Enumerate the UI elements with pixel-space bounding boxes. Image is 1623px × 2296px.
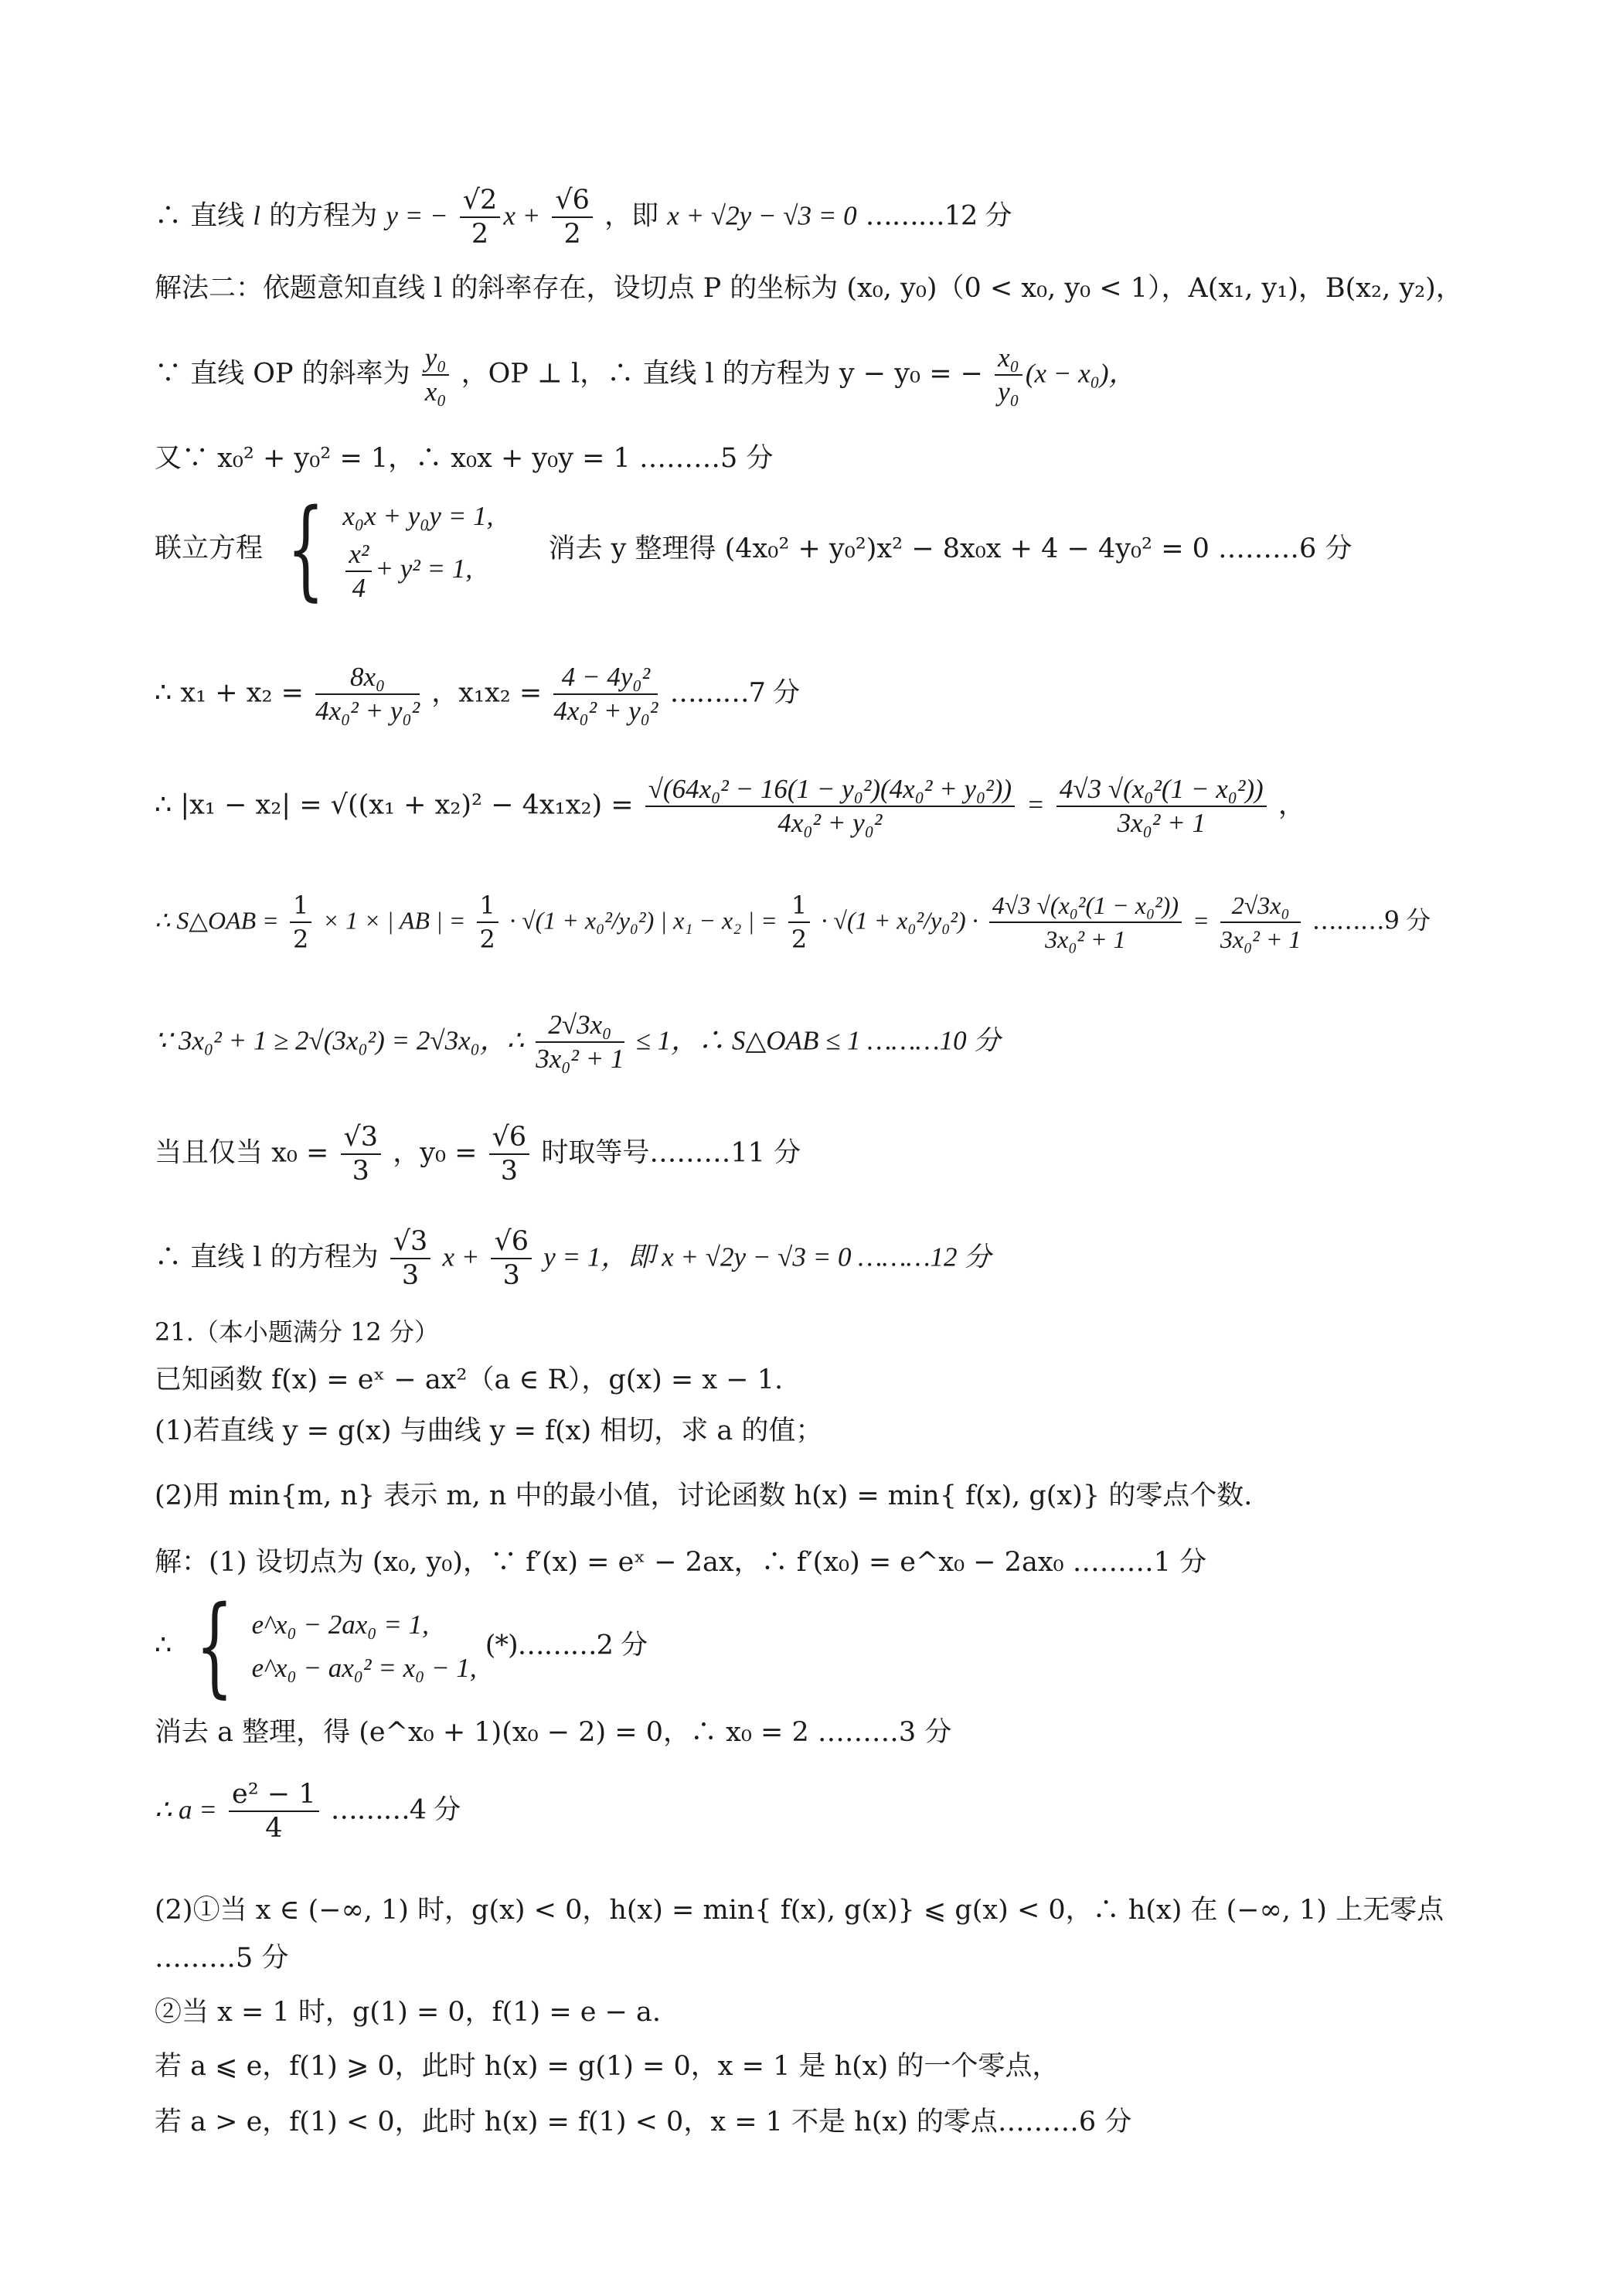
solution-21-line-7: ②当 x = 1 时，g(1) = 0，f(1) = e − a. <box>155 1997 662 2028</box>
solution-21-line-2: ∴ { e^x₀ − 2ax₀ = 1, e^x₀ − ax₀² = x₀ − 1, (*)………2 分 <box>155 1583 648 1709</box>
solution-line-3: ∵ 直线 OP 的斜率为 $\frac{\text{y₀}}{\text{x₀}}$ ，OP ⊥ l，∴ 直线 l 的方程为 y − y₀ = − $\frac{\text{x₀}}{\text{y₀}}$ (x − x₀)， <box>155 342 1136 407</box>
left-brace: { <box>287 486 325 612</box>
solution-line-9: ∵ 3x₀² + 1 ≥ 2√(3x₀²) = 2√3x₀，∴ $\frac{\text{2√3x₀}}{\text{3x₀² + 1}}$ ≤ 1，∴ S△OAB ≤ 1 ………10 分 <box>155 1010 1001 1074</box>
solution-21-line-9: 若 a > e，f(1) < 0，此时 h(x) = f(1) < 0，x = 1 不是 h(x) 的零点………6 分 <box>155 2107 1132 2138</box>
fraction-sqrt2-over-2: $\frac{√2}{2}$ <box>460 184 501 250</box>
problem-21-part-1: (1)若直线 y = g(x) 与曲线 y = f(x) 相切，求 a 的值； <box>155 1415 823 1446</box>
solution-line-6: ∴ x₁ + x₂ = $\frac{\text{8x₀}}{\text{4x₀² + y₀²}}$ ，x₁x₂ = $\frac{\text{4 − 4y₀²}}{\text{4x₀² + y₀²}}$ ………7 分 <box>155 662 799 726</box>
solution-line-10: 当且仅当 x₀ = $\frac{√3}{3}$ ，y₀ = $\frac{√6}{3}$ 时取等号………11 分 <box>155 1122 801 1187</box>
solution-21-line-1: 解：(1) 设切点为 (x₀, y₀)，∵ f′(x) = eˣ − 2ax，∴ f′(x₀) = e^x₀ − 2ax₀ ………1 分 <box>155 1547 1207 1578</box>
problem-21-statement: 已知函数 f(x) = eˣ − ax²（a ∈ R），g(x) = x − 1. <box>155 1364 784 1395</box>
fraction-sqrt6-over-2: $\frac{√6}{2}$ <box>552 184 593 250</box>
solution-21-line-4: ∴ a = $\frac{\text{e² − 1}}{4}$ ………4 分 <box>155 1779 461 1844</box>
equation-system: x₀x + y₀y = 1, $\frac{\text{x²}}{4}$ + y² = 1, <box>342 501 494 603</box>
left-brace: { <box>196 1583 234 1709</box>
solution-line-8: ∴ S△OAB = $\frac{1}{2}$ × 1 × | AB | = $\frac{1}{2}$ · √(1 + x₀²/y₀²) | x₁ − x₂ | = $\frac{1}{2}$ · √(1 + x₀²/y₀²) · $\frac{\text{4√3 √(x₀²(1 − x₀²))}}{\text{3x₀² + 1}}$ = $\frac{\text{2√3x₀}}{\text{3x₀² + 1}}$ ………9 分 <box>155 891 1431 954</box>
fraction-neg-slope: $\frac{\text{x₀}}{\text{y₀}}$ <box>995 342 1022 408</box>
solution-line-2: 解法二：依题意知直线 l 的斜率存在，设切点 P 的坐标为 (x₀, y₀)（0 < x₀, y₀ < 1），A(x₁, y₁)，B(x₂, y₂)， <box>155 273 1463 304</box>
solution-21-line-6: ………5 分 <box>155 1943 289 1974</box>
solution-line-4: 又∵ x₀² + y₀² = 1，∴ x₀x + y₀y = 1 ………5 分 <box>155 443 774 474</box>
solution-line-7: ∴ |x₁ − x₂| = √((x₁ + x₂)² − 4x₁x₂) = $\frac{\text{√(64x₀² − 16(1 − y₀²)(4x₀² + y₀²))}}{\text{4x₀² + y₀²}}$ = $\frac{\text{4√3 √(x₀²(1 − x₀²))}}{\text{3x₀² + 1}}$ ， <box>155 774 1305 838</box>
solution-line-5: 联立方程 { x₀x + y₀y = 1, $\frac{\text{x²}}{4}$ + y² = 1, 消去 y 整理得 (4x₀² + y₀²)x² − 8x₀x + 4 − 4y₀² = 0 ………6 分 <box>155 486 1352 612</box>
problem-21-header: 21.（本小题满分 12 分） <box>155 1317 439 1347</box>
problem-21-part-2: (2)用 min{m, n} 表示 m, n 中的最小值，讨论函数 h(x) = min{ f(x), g(x)} 的零点个数. <box>155 1480 1253 1511</box>
solution-21-line-8: 若 a ⩽ e，f(1) ⩾ 0，此时 h(x) = g(1) = 0，x = 1 是 h(x) 的一个零点， <box>155 2051 1060 2082</box>
solution-21-line-3: 消去 a 整理，得 (e^x₀ + 1)(x₀ − 2) = 0，∴ x₀ = 2 ………3 分 <box>155 1717 952 1748</box>
solution-21-line-5: (2)①当 x ∈ (−∞, 1) 时，g(x) < 0，h(x) = min{ f(x), g(x)} ⩽ g(x) < 0，∴ h(x) 在 (−∞, 1) 上无零点 <box>155 1895 1444 1926</box>
solution-line-11: ∴ 直线 l 的方程为 $\frac{√3}{3}$ x + $\frac{√6}{3}$ y = 1，即 x + √2y − √3 = 0 ………12 分 <box>155 1226 992 1291</box>
fraction-slope: $\frac{\text{y₀}}{\text{x₀}}$ <box>422 342 450 408</box>
solution-line-1: ∴ 直线 l 的方程为 y = − $\frac{√2}{2}$ x + $\frac{√6}{2}$ ，即 x + √2y − √3 = 0 ………12 分 <box>155 185 1012 250</box>
